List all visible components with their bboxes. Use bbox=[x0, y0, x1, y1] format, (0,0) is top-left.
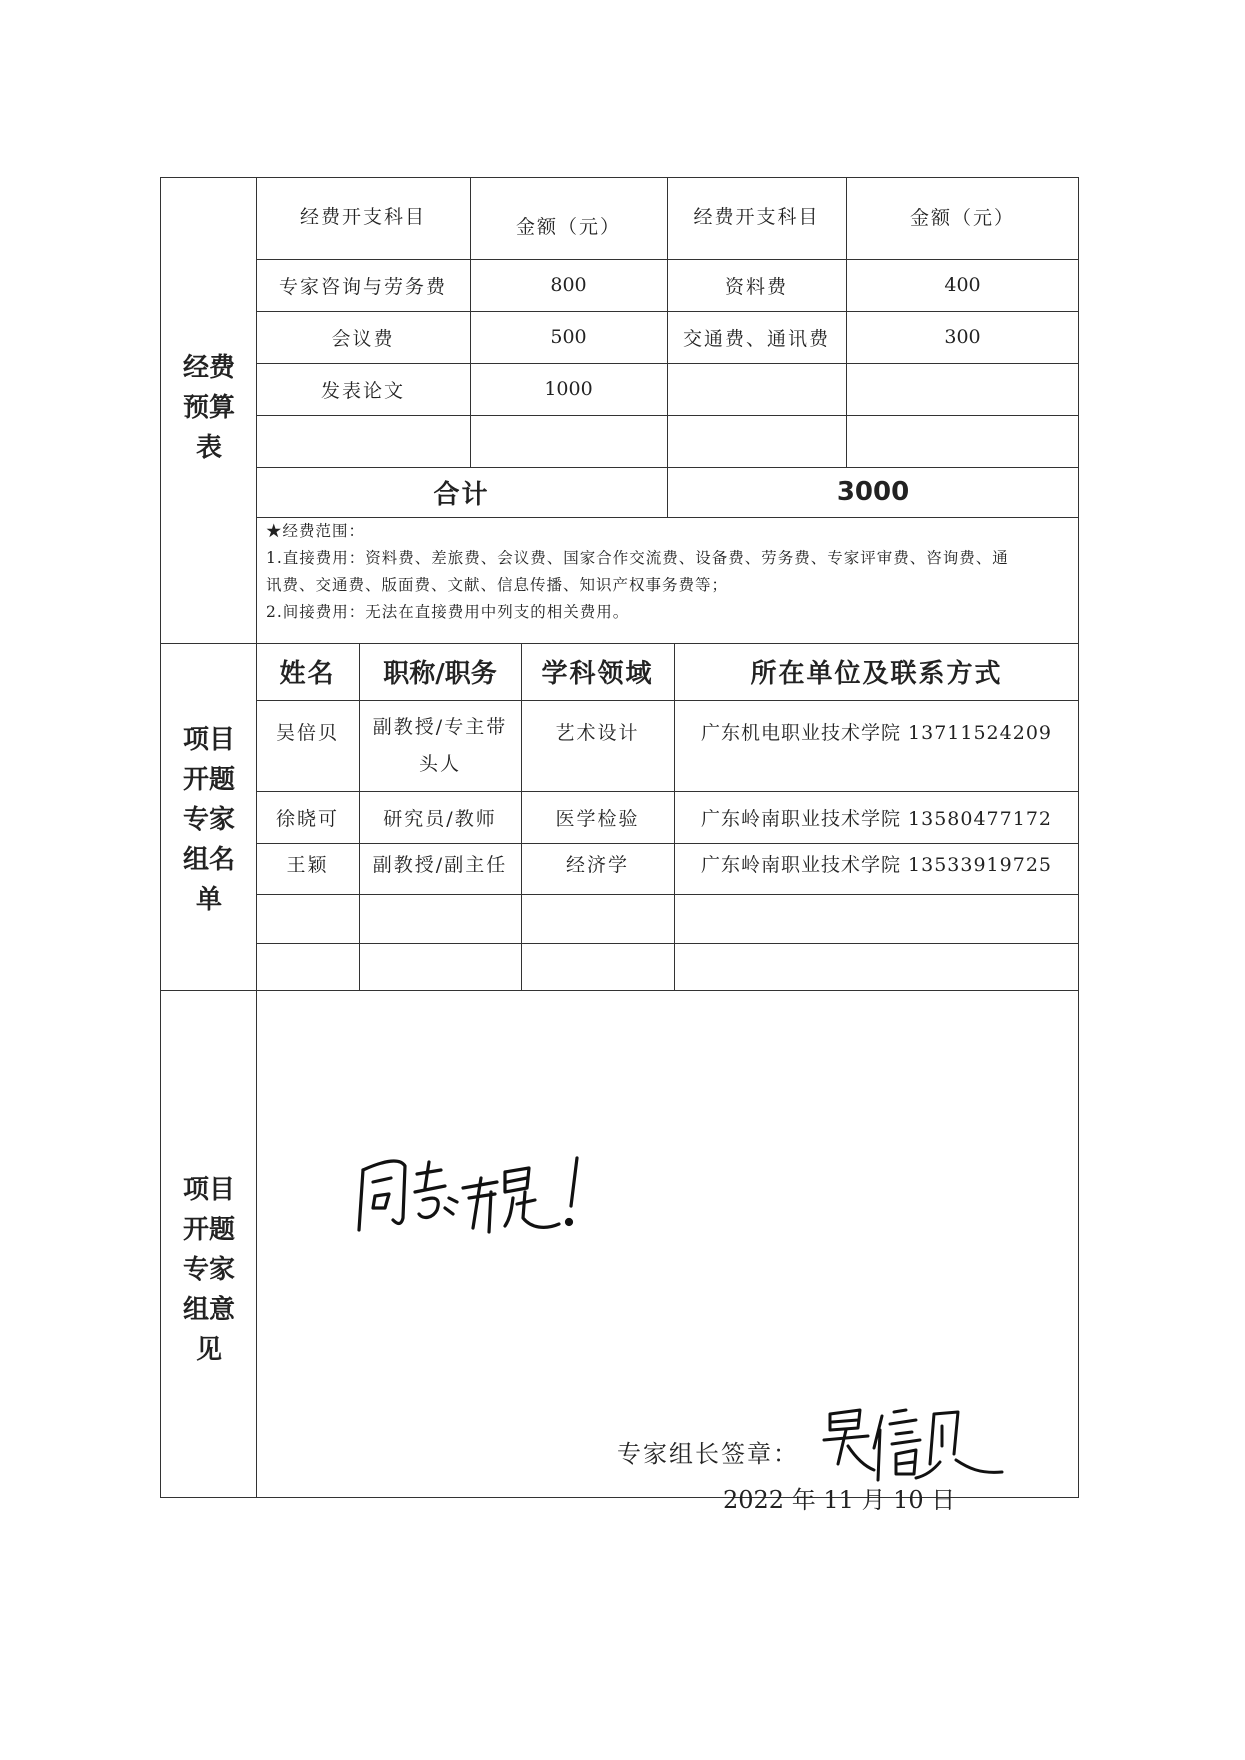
budget-cell: 会议费 bbox=[331, 327, 395, 350]
budget-cell: 交通费、通讯费 bbox=[682, 327, 830, 350]
budget-cell: 发表论文 bbox=[320, 379, 405, 402]
experts-header-field: 学科领域 bbox=[541, 659, 654, 689]
budget-cell: 400 bbox=[944, 274, 981, 296]
budget-total-label: 合计 bbox=[433, 479, 490, 510]
budget-notes bbox=[266, 518, 1076, 626]
budget-cell bbox=[846, 415, 1079, 467]
budget-cell: 500 bbox=[550, 326, 587, 348]
experts-header-name: 姓名 bbox=[279, 659, 336, 689]
budget-note-line: 2.间接费用：无法在直接费用中列支的相关费用。 bbox=[266, 603, 630, 621]
signature-handwriting bbox=[816, 1400, 1016, 1484]
budget-note-line: ★经费范围： bbox=[266, 522, 366, 540]
expert-field: 艺术设计 bbox=[555, 721, 640, 744]
expert-contact: 广东岭南职业技术学院 13533919725 bbox=[700, 854, 1052, 876]
budget-section-label: 经费 预算 表 bbox=[182, 353, 235, 463]
budget-cell bbox=[846, 363, 1079, 415]
experts-header-title: 职称/职务 bbox=[383, 659, 497, 689]
budget-cell: 300 bbox=[944, 326, 981, 348]
budget-header-amount: 金额（元） bbox=[515, 215, 621, 238]
budget-cell: 1000 bbox=[544, 378, 593, 400]
budget-cell: 资料费 bbox=[724, 275, 788, 298]
experts-row-line bbox=[256, 943, 1079, 944]
expert-field: 经济学 bbox=[565, 854, 629, 876]
budget-cell bbox=[256, 415, 470, 467]
budget-cell: 专家咨询与劳务费 bbox=[278, 275, 447, 298]
budget-note-line: 1.直接费用：资料费、差旅费、会议费、国家合作交流费、设备费、劳务费、专家评审费、咨询费、通 bbox=[266, 549, 1009, 567]
handwritten-opinion bbox=[345, 1148, 590, 1248]
signature-date: 2022 年 11 月 10 日 bbox=[723, 1486, 956, 1514]
budget-header-item: 经费开支科目 bbox=[299, 205, 426, 228]
budget-cell: 800 bbox=[550, 274, 587, 296]
expert-name: 吴倍贝 bbox=[275, 721, 339, 744]
budget-cell bbox=[667, 415, 846, 467]
budget-header-item: 经费开支科目 bbox=[693, 205, 820, 228]
signature-label: 专家组长签章： bbox=[617, 1440, 799, 1468]
expert-title: 研究员/教师 bbox=[383, 807, 497, 830]
expert-name: 王颖 bbox=[286, 854, 329, 876]
opinion-section-label: 项目 开题 专家 组意 见 bbox=[182, 1175, 235, 1365]
budget-note-line: 讯费、交通费、版面费、文献、信息传播、知识产权事务费等； bbox=[266, 576, 729, 594]
expert-field: 医学检验 bbox=[555, 807, 640, 830]
expert-title: 副教授/副主任 bbox=[372, 854, 508, 876]
budget-cell bbox=[470, 415, 667, 467]
expert-contact: 广东岭南职业技术学院 13580477172 bbox=[700, 807, 1052, 830]
experts-row-line bbox=[256, 894, 1079, 895]
expert-title: 副教授/专主带 头人 bbox=[372, 716, 508, 775]
budget-total-value: 3000 bbox=[836, 477, 910, 507]
section-divider-experts bbox=[160, 990, 1079, 991]
budget-cell bbox=[667, 363, 846, 415]
budget-header-amount: 金额（元） bbox=[909, 206, 1015, 229]
experts-header-contact: 所在单位及联系方式 bbox=[750, 659, 1003, 689]
expert-name: 徐晓可 bbox=[275, 807, 339, 830]
expert-contact: 广东机电职业技术学院 13711524209 bbox=[700, 721, 1052, 744]
experts-section-label: 项目 开题 专家 组名 单 bbox=[182, 725, 235, 915]
